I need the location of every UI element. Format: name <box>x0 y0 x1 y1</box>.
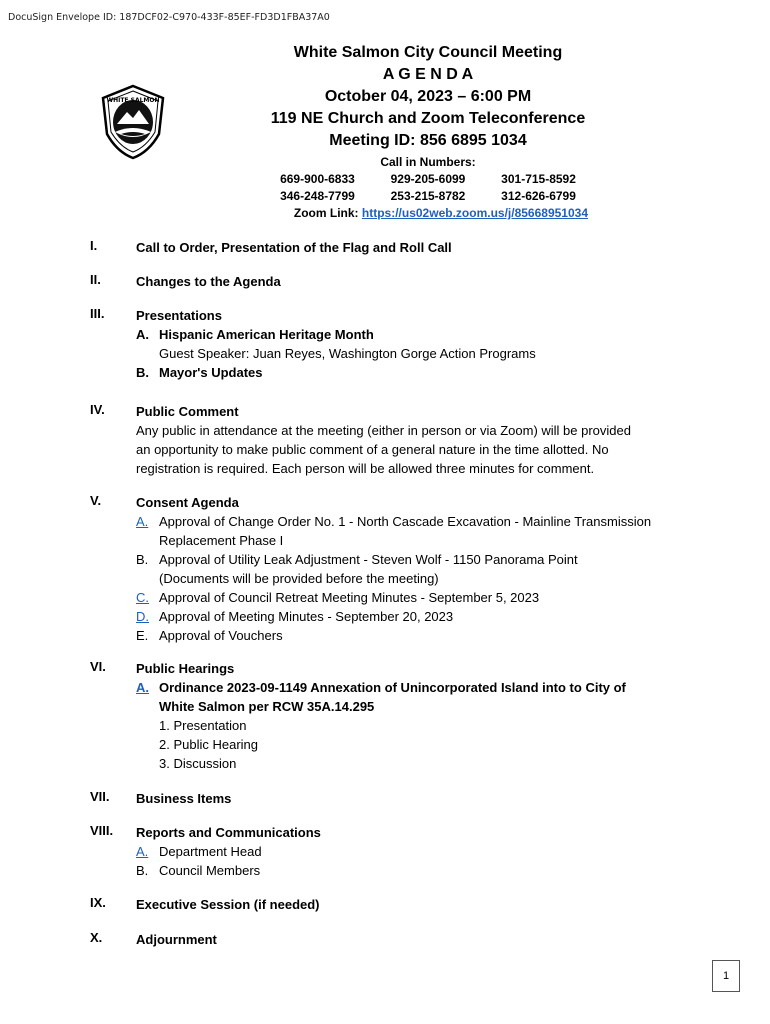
item-text: Hispanic American Heritage Month <box>159 327 374 342</box>
item-text: Approval of Utility Leak Adjustment - Steven Wolf - 1150 Panorama Point <box>159 552 578 567</box>
docusign-envelope-id: DocuSign Envelope ID: 187DCF02-C970-433F-85EF-FD3D1FBA37A0 <box>8 12 330 23</box>
item-text: Approval of Council Retreat Meeting Minutes - September 5, 2023 <box>159 590 540 605</box>
section-title: Presentations <box>136 308 222 323</box>
section-title: Business Items <box>136 791 232 806</box>
item-text: Approval of Meeting Minutes - September 20, 2023 <box>159 609 454 624</box>
item-continuation: Replacement Phase I <box>159 533 284 548</box>
item-letter-link[interactable]: C. <box>136 590 149 605</box>
section-numeral: VIII. <box>90 823 114 838</box>
meeting-datetime: October 04, 2023 – 6:00 PM <box>324 88 532 105</box>
section-title: Changes to the Agenda <box>136 274 281 289</box>
section-numeral: V. <box>90 493 102 508</box>
section-title: Public Hearings <box>136 661 235 676</box>
item-letter: B. <box>136 552 149 567</box>
meeting-id: Meeting ID: 856 6895 1034 <box>329 132 527 149</box>
section-title: Executive Session (if needed) <box>136 897 320 912</box>
city-seal-logo <box>99 84 167 160</box>
section-numeral: II. <box>90 272 101 287</box>
phone-number: 929-205-6099 <box>390 172 466 186</box>
phone-numbers <box>263 171 593 205</box>
item-continuation: White Salmon per RCW 35A.14.295 <box>159 699 375 714</box>
hearing-step: 1. Presentation <box>159 718 247 733</box>
agenda-item <box>136 626 696 645</box>
section-title: Adjournment <box>136 932 217 947</box>
section-numeral: IX. <box>90 895 106 910</box>
meeting-location: 119 NE Church and Zoom Teleconference <box>270 110 586 127</box>
item-text: Mayor's Updates <box>159 365 263 380</box>
agenda-item <box>136 842 696 861</box>
item-text: Council Members <box>159 863 261 878</box>
section-title: Call to Order, Presentation of the Flag and Roll Call <box>136 240 452 255</box>
item-letter-link[interactable]: A. <box>136 514 149 529</box>
item-letter-link[interactable]: A. <box>136 680 149 695</box>
agenda-item <box>136 861 696 880</box>
zoom-link[interactable]: https://us02web.zoom.us/j/85668951034 <box>361 206 588 220</box>
paragraph-line: registration is required. Each person will be allowed three minutes for comment. <box>136 461 595 476</box>
section-numeral: VI. <box>90 659 106 674</box>
svg-text:WHITE SALMON: WHITE SALMON <box>106 97 160 104</box>
paragraph-line: an opportunity to make public comment of a general nature in the time allotted. No <box>136 442 609 457</box>
agenda-item <box>136 588 696 607</box>
agenda-heading: A G E N D A <box>382 66 474 83</box>
item-text: Department Head <box>159 844 262 859</box>
section-title: Consent Agenda <box>136 495 239 510</box>
phone-number: 346-248-7799 <box>280 189 355 203</box>
meeting-title: White Salmon City Council Meeting <box>293 44 563 61</box>
paragraph-line: Any public in attendance at the meeting (either in person or via Zoom) will be provided <box>136 423 631 438</box>
item-detail: Guest Speaker: Juan Reyes, Washington Gorge Action Programs <box>159 346 536 361</box>
section-title: Public Comment <box>136 404 239 419</box>
zoom-link-row <box>240 205 616 222</box>
section-numeral: X. <box>90 930 103 945</box>
item-text: Approval of Change Order No. 1 - North Cascade Excavation - Mainline Transmission <box>159 514 652 529</box>
item-letter: A. <box>136 327 149 342</box>
phone-number: 312-626-6799 <box>501 189 576 203</box>
agenda-item <box>136 325 696 344</box>
section-numeral: III. <box>90 306 105 321</box>
hearing-step: 3. Discussion <box>159 756 237 771</box>
agenda-item <box>136 678 696 697</box>
page-number-badge: 1 <box>712 960 740 992</box>
item-text: Ordinance 2023-09-1149 Annexation of Unincorporated Island into to City of <box>159 680 626 695</box>
phone-number: 301-715-8592 <box>501 172 576 186</box>
agenda-item <box>136 607 696 626</box>
phone-number: 253-215-8782 <box>390 189 466 203</box>
section-numeral: VII. <box>90 789 110 804</box>
section-numeral: I. <box>90 238 98 253</box>
item-letter-link[interactable]: D. <box>136 609 149 624</box>
section-title: Reports and Communications <box>136 825 321 840</box>
item-letter-link[interactable]: A. <box>136 844 149 859</box>
section-numeral: IV. <box>90 402 105 417</box>
agenda-item <box>136 550 696 569</box>
call-in-title: Call in Numbers: <box>380 155 476 169</box>
phone-number: 669-900-6833 <box>280 172 355 186</box>
hearing-step: 2. Public Hearing <box>159 737 258 752</box>
agenda-item <box>136 512 696 531</box>
agenda-item <box>136 363 696 382</box>
item-letter: E. <box>136 628 149 643</box>
item-text: Approval of Vouchers <box>159 628 283 643</box>
zoom-label: Zoom Link: <box>293 206 359 220</box>
item-letter: B. <box>136 863 149 878</box>
meeting-header <box>240 42 616 222</box>
item-continuation: (Documents will be provided before the meeting) <box>159 571 439 586</box>
item-letter: B. <box>136 365 149 380</box>
